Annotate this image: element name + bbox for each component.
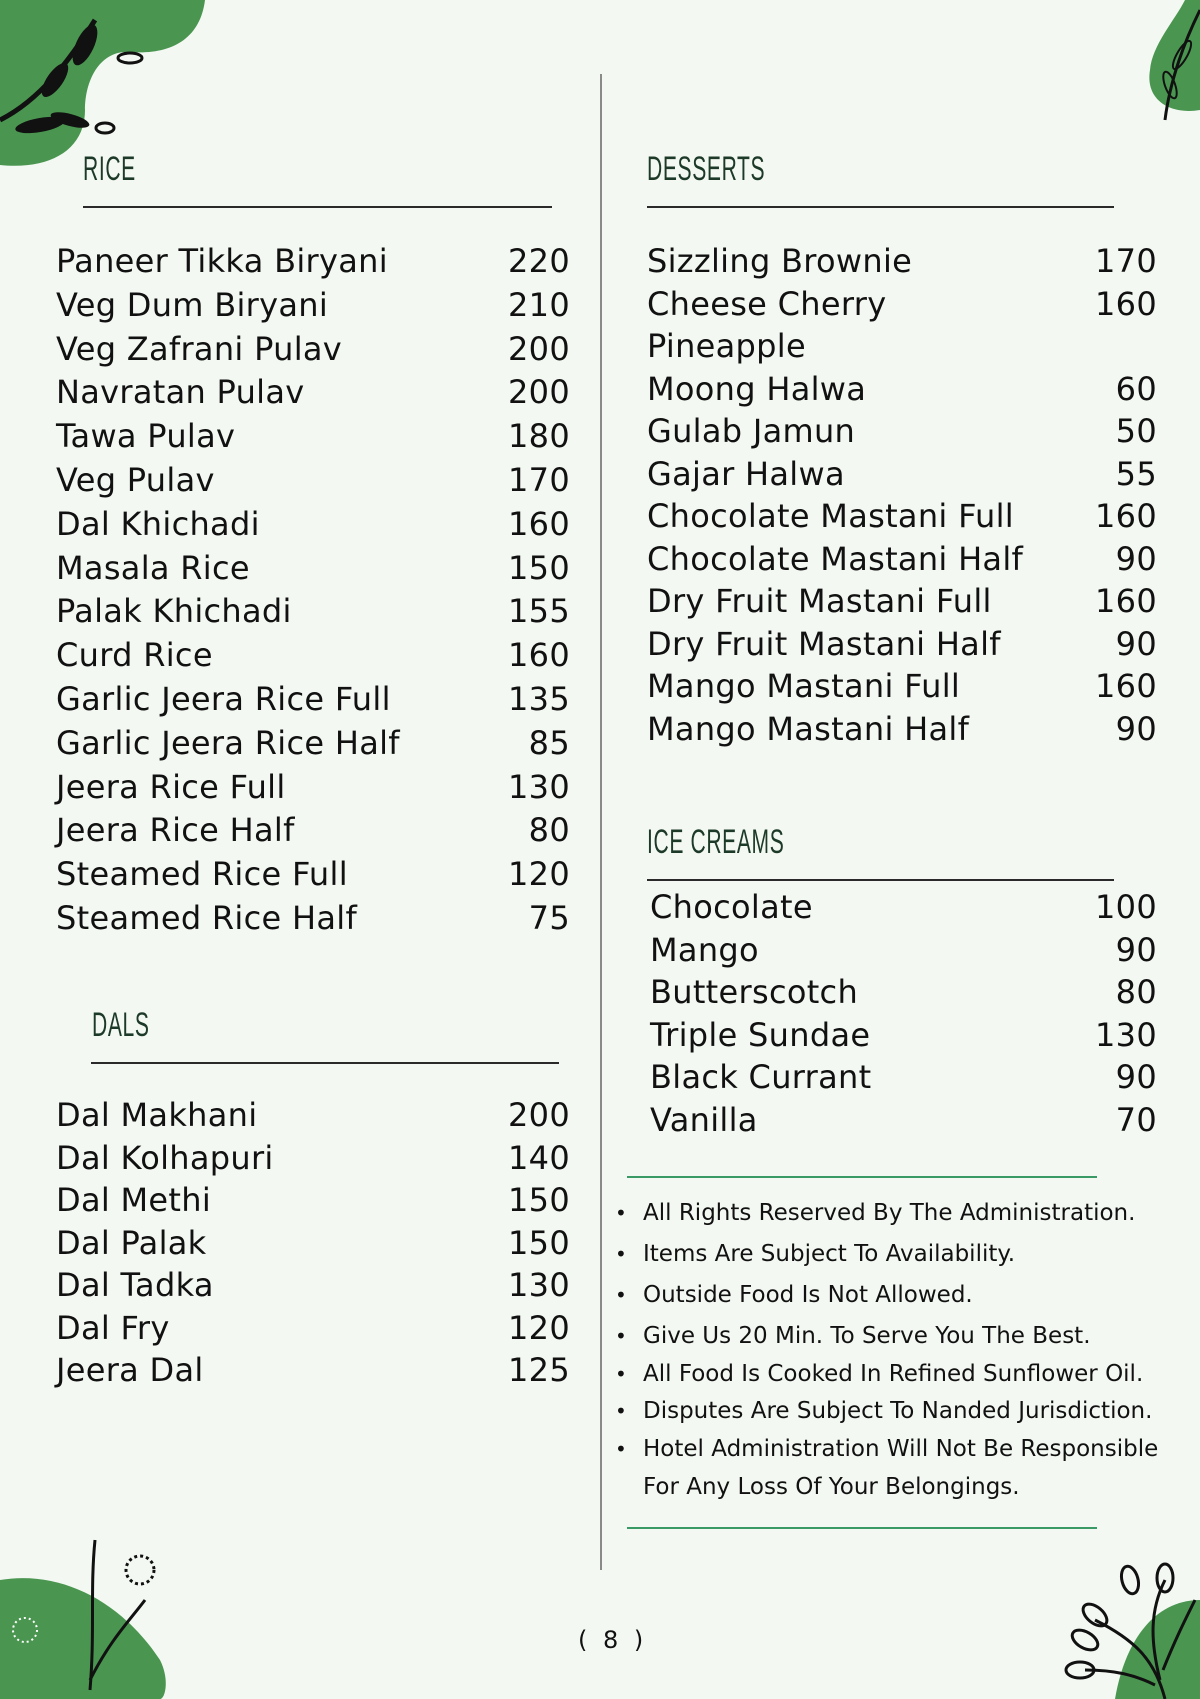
item-name: Veg Pulav [56,461,215,499]
item-name: Steamed Rice Half [56,899,358,937]
note-text: All Rights Reserved By The Administration. [643,1200,1136,1226]
menu-item [650,1013,1157,1057]
leaf-decoration-top-right [1090,0,1200,130]
flower-decoration-bottom-right [1055,1560,1200,1699]
item-price: 160 [508,636,570,675]
item-price: 210 [508,285,570,324]
item-name: Steamed Rice Full [56,855,348,894]
item-price: 150 [508,1181,570,1219]
section-rule [91,1062,559,1064]
item-name: Dal Fry [56,1308,170,1347]
page-number: ( 8 ) [578,1626,648,1654]
menu-item [650,970,1157,1014]
menu-item [56,327,570,371]
note-text: Give Us 20 Min. To Serve You The Best. [643,1323,1091,1349]
menu-item [56,852,570,896]
item-price: 60 [1115,369,1157,408]
item-name: Cheese Cherry [647,284,887,323]
menu-item [56,765,570,809]
item-price: 90 [1115,930,1157,969]
item-price: 140 [508,1138,570,1177]
menu-item [56,1348,570,1392]
item-price: 160 [1095,497,1157,535]
menu-item [56,1221,570,1265]
item-price: 160 [1095,582,1157,620]
menu-item [56,1306,570,1350]
notes-rule-top [627,1176,1097,1178]
menu-item [647,494,1157,538]
item-price: 130 [508,767,570,806]
menu-item [647,452,1157,496]
item-name: Jeera Dal [56,1351,204,1389]
item-price: 90 [1115,539,1157,578]
menu-item [647,664,1157,708]
item-price: 170 [1095,242,1157,280]
item-name: Dal Tadka [56,1266,214,1304]
menu-item [56,677,570,721]
item-price: 130 [1095,1015,1157,1054]
section-rule [647,879,1114,881]
item-name: Chocolate [650,888,813,926]
item-price: 50 [1115,412,1157,450]
menu-item [56,1263,570,1307]
section-title-rice: RICE [83,150,136,188]
flower-decoration-bottom-left [0,1530,200,1699]
item-name: Dry Fruit Mastani Full [647,582,992,620]
item-name: Palak Khichadi [56,592,292,631]
item-price: 130 [508,1266,570,1304]
section-title-icecreams: ICE CREAMS [647,823,785,861]
note-text: Outside Food Is Not Allowed. [643,1282,973,1308]
menu-item [647,579,1157,623]
item-price: 150 [508,548,570,587]
item-price: 160 [508,504,570,543]
item-price: 170 [508,461,570,499]
item-name: Jeera Rice Half [56,811,295,850]
item-name: Pineapple [647,327,806,365]
menu-item [56,458,570,502]
bullet-icon: • [615,1399,627,1423]
menu-item [56,808,570,852]
item-name: Dal Khichadi [56,504,260,543]
item-price: 70 [1115,1100,1157,1139]
item-name: Moong Halwa [647,369,867,408]
note-text: Items Are Subject To Availability. [643,1241,1016,1267]
item-name: Garlic Jeera Rice Full [56,680,391,718]
item-price: 200 [508,329,570,368]
menu-item [56,1178,570,1222]
note-text: Disputes Are Subject To Nanded Jurisdiction. [643,1398,1153,1424]
item-price: 100 [1095,888,1157,926]
item-name: Jeera Rice Full [56,767,286,806]
item-name: Dry Fruit Mastani Half [647,624,1001,663]
item-price: 160 [1095,284,1157,323]
item-price: 135 [508,680,570,718]
item-price: 200 [508,1096,570,1134]
note-item [615,1398,1152,1424]
item-name: Chocolate Mastani Full [647,497,1014,535]
bullet-icon: • [615,1201,627,1225]
menu-item [56,721,570,765]
item-name: Garlic Jeera Rice Half [56,723,400,762]
menu-item [647,324,1157,368]
menu-item [56,239,570,283]
note-item [615,1323,1091,1349]
item-name: Dal Methi [56,1181,212,1219]
bullet-icon: • [615,1437,627,1461]
item-name: Veg Zafrani Pulav [56,329,343,368]
item-name: Mango Mastani Half [647,709,970,748]
menu-item [647,239,1157,283]
menu-item [56,589,570,633]
menu-item [56,370,570,414]
item-price: 90 [1115,709,1157,748]
item-price: 120 [508,855,570,894]
note-text: Hotel Administration Will Not Be Responsible [643,1436,1159,1462]
item-name: Dal Makhani [56,1096,258,1134]
section-title-dals: DALS [92,1006,150,1044]
menu-item [56,1136,570,1180]
item-price: 200 [508,373,570,412]
item-price: 90 [1115,624,1157,663]
item-name: Sizzling Brownie [647,242,913,280]
bullet-icon: • [615,1242,627,1266]
item-name: Butterscotch [650,973,859,1011]
menu-item [56,414,570,458]
menu-item [56,896,570,940]
item-name: Tawa Pulav [56,417,236,456]
item-name: Vanilla [650,1100,758,1139]
item-name: Gulab Jamun [647,412,856,450]
item-name: Paneer Tikka Biryani [56,242,388,280]
note-item [615,1200,1135,1226]
item-price: 90 [1115,1058,1157,1096]
menu-item [650,1055,1157,1099]
menu-item [56,546,570,590]
menu-item [650,885,1157,929]
menu-item [647,367,1157,411]
item-price: 55 [1115,454,1157,493]
menu-item [650,928,1157,972]
menu-item [56,502,570,546]
item-price: 160 [1095,667,1157,705]
item-name: Dal Palak [56,1223,207,1262]
note-item [615,1361,1143,1387]
section-rule [83,206,552,208]
item-price: 85 [528,723,570,762]
item-price: 125 [508,1351,570,1389]
item-name: Gajar Halwa [647,454,845,493]
item-name: Masala Rice [56,548,250,587]
item-price: 80 [528,811,570,850]
menu-item [647,622,1157,666]
section-rule [647,206,1114,208]
note-text: All Food Is Cooked In Refined Sunflower Oil. [643,1361,1144,1387]
bullet-icon: • [615,1324,627,1348]
item-name: Curd Rice [56,636,213,675]
item-name: Triple Sundae [650,1015,871,1054]
menu-item [647,707,1157,751]
note-item [615,1241,1015,1267]
item-price: 150 [508,1223,570,1262]
item-name: Black Currant [650,1058,872,1096]
menu-item [56,283,570,327]
menu-item [650,1098,1157,1142]
item-name: Mango [650,930,759,969]
item-name: Navratan Pulav [56,373,305,412]
item-name: Veg Dum Biryani [56,285,329,324]
menu-item [56,633,570,677]
item-name: Chocolate Mastani Half [647,539,1024,578]
note-text: For Any Loss Of Your Belongings. [643,1474,1020,1500]
menu-item [647,409,1157,453]
item-price: 80 [1115,973,1157,1011]
bullet-icon: • [615,1362,627,1386]
item-name: Mango Mastani Full [647,667,961,705]
item-price: 180 [508,417,570,456]
bullet-icon: • [615,1283,627,1307]
note-item [615,1436,1158,1462]
item-price: 120 [508,1308,570,1347]
item-price: 220 [508,242,570,280]
menu-item [647,282,1157,326]
notes-rule-bottom [627,1527,1097,1529]
column-divider [600,74,602,1570]
item-price: 75 [528,899,570,937]
item-name: Dal Kolhapuri [56,1138,274,1177]
note-item [615,1474,1020,1500]
menu-item [647,537,1157,581]
menu-item [56,1093,570,1137]
note-item [615,1282,973,1308]
section-title-desserts: DESSERTS [647,150,766,188]
item-price: 155 [508,592,570,631]
